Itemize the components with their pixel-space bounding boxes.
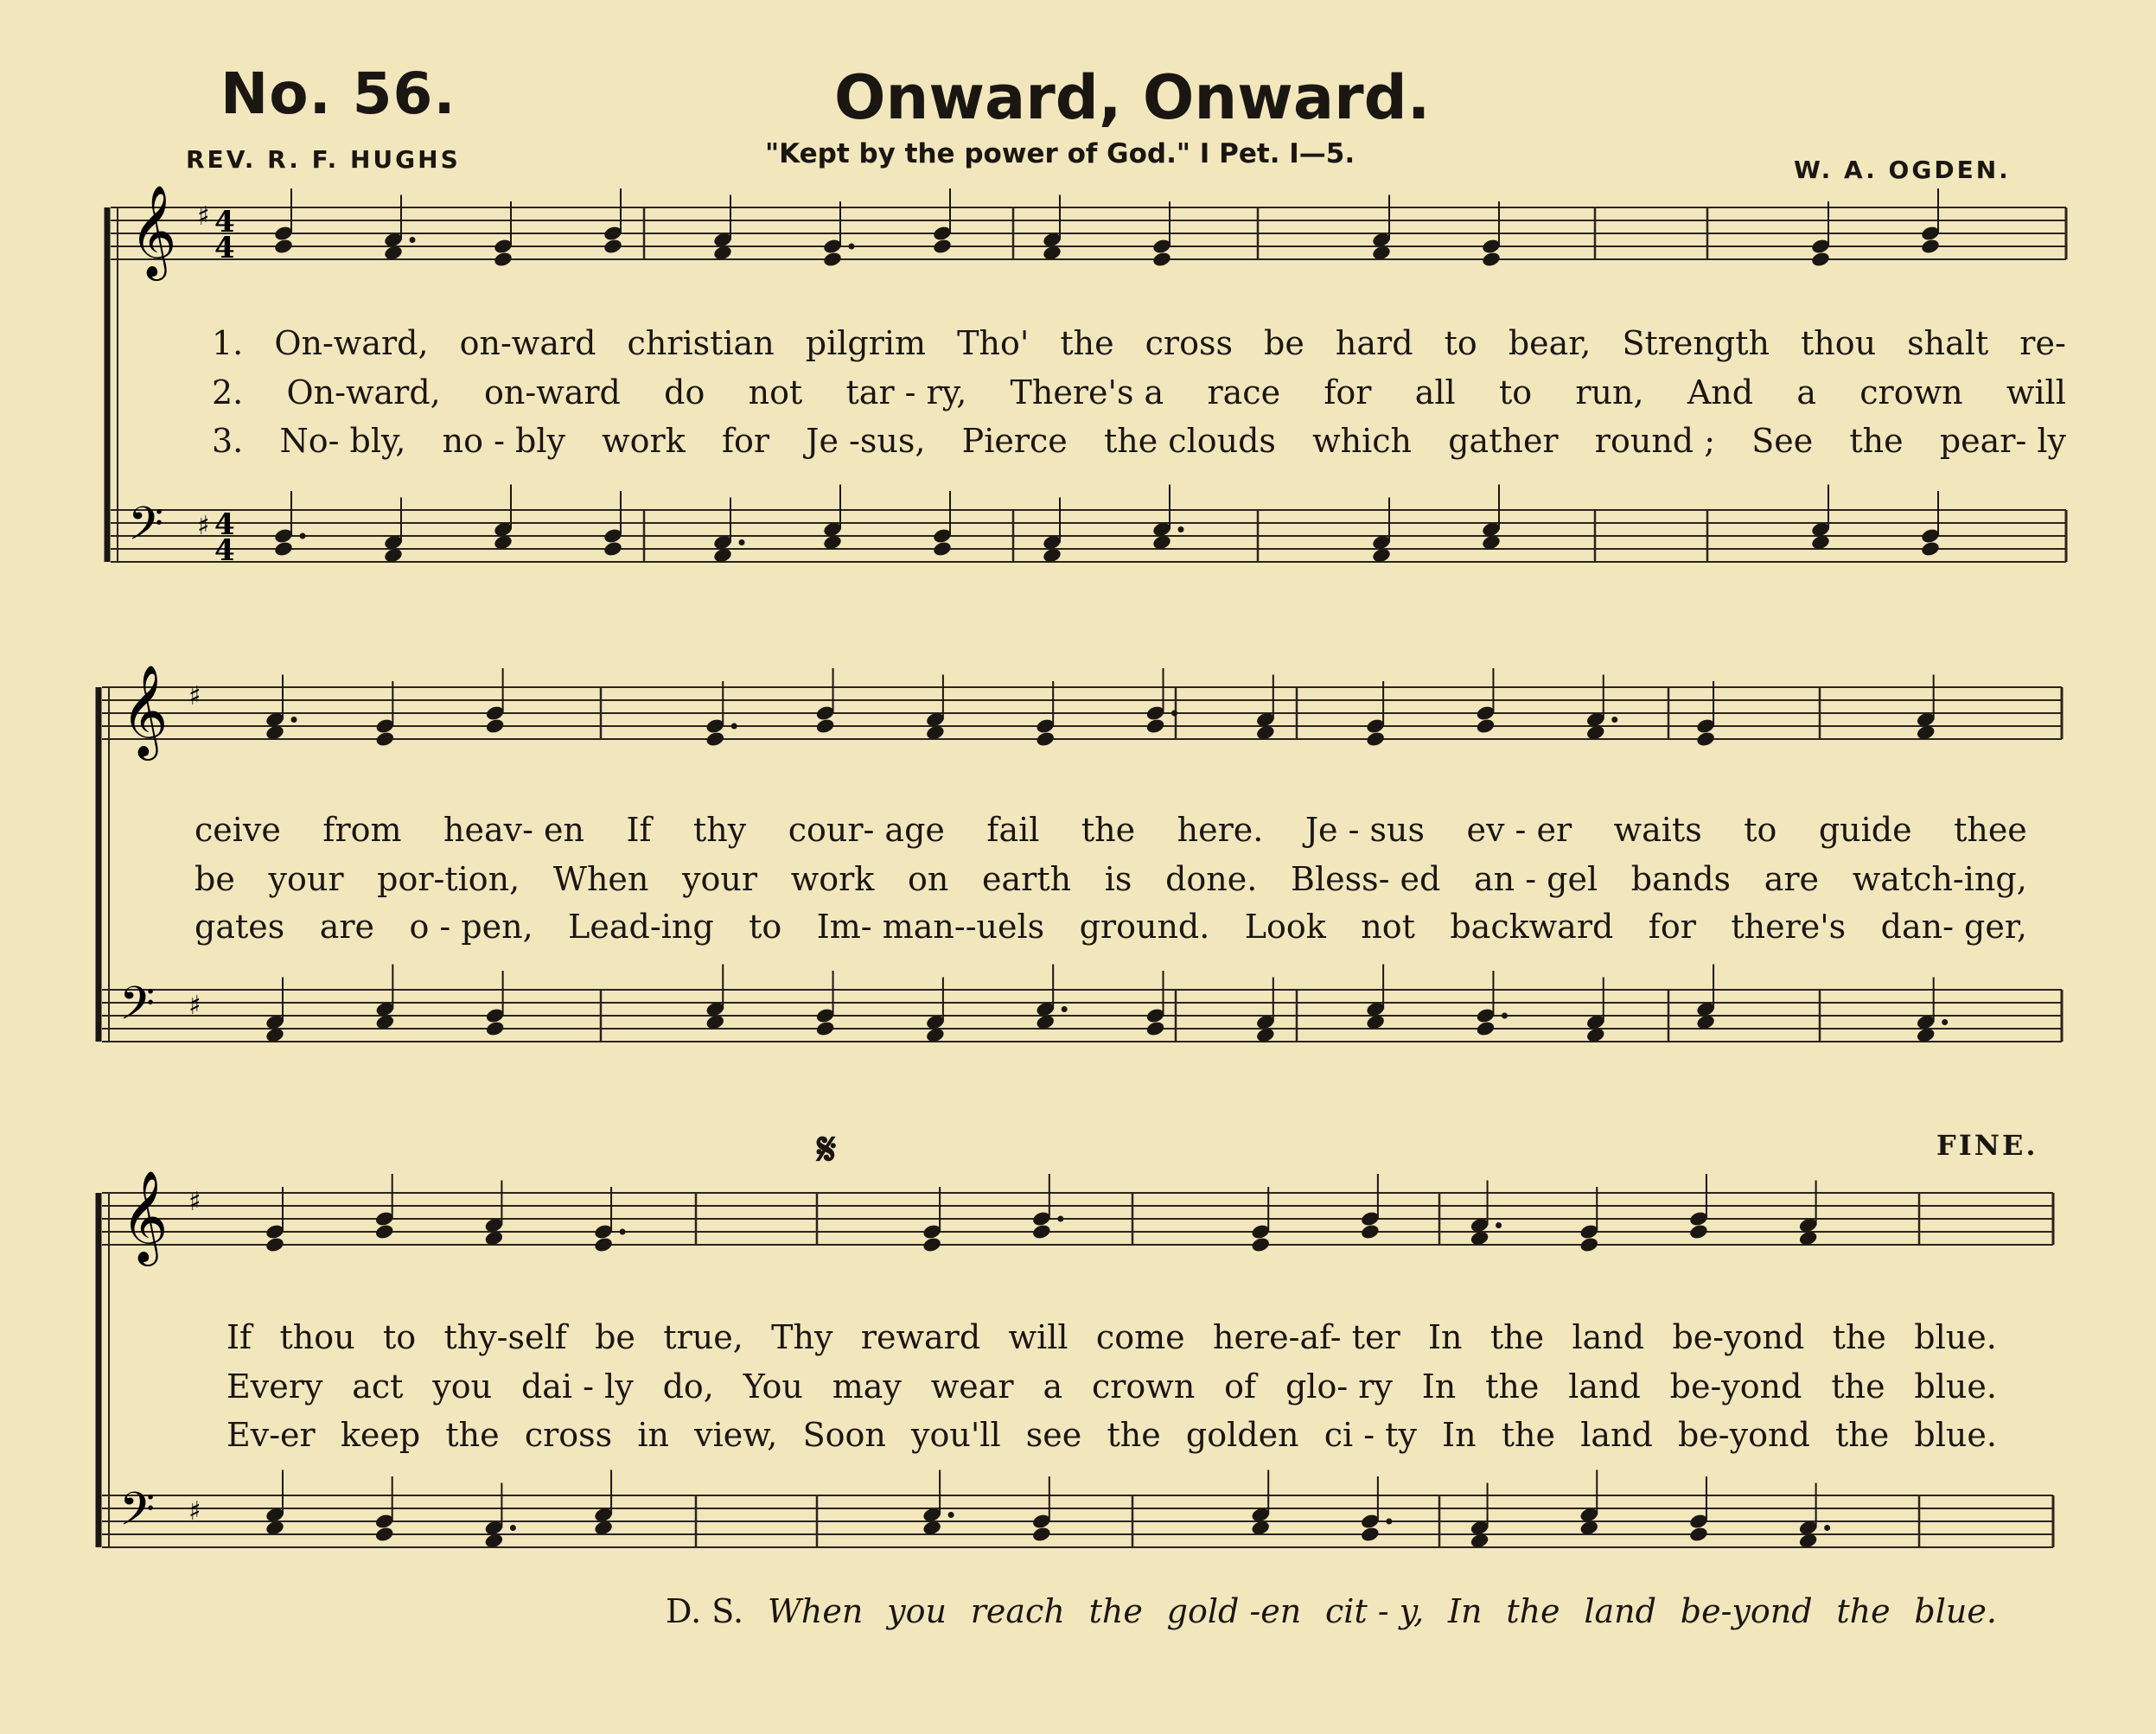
ds-word: When	[767, 1592, 864, 1630]
lyric-word: earth	[982, 860, 1072, 898]
lyric-word: your	[268, 860, 344, 898]
lyric-word: Every	[226, 1367, 323, 1406]
dot	[1386, 1519, 1392, 1525]
lyric-word: act	[352, 1367, 404, 1406]
note-head	[815, 717, 836, 735]
lyric-word: Je -sus,	[806, 422, 926, 460]
lyric-word: for	[1324, 373, 1372, 411]
note-head	[822, 251, 843, 268]
lyric-line	[226, 1367, 1997, 1406]
lyric-word: thy	[693, 811, 747, 849]
lyric-word: to	[1444, 324, 1477, 362]
lyric-word: re-	[2019, 324, 2066, 362]
lyric-word: run,	[1575, 373, 1644, 411]
lyric-word: thou	[279, 1318, 355, 1356]
sharp-icon: ♯	[188, 991, 201, 1021]
lyric-word: thy-self	[443, 1318, 567, 1356]
lyric-word: do	[664, 373, 705, 411]
lyric-word: view,	[694, 1416, 778, 1454]
lyric-word: thee	[1954, 811, 2027, 849]
lyric-word: land	[1572, 1318, 1645, 1356]
note-head	[1250, 1236, 1271, 1253]
lyric-word: here.	[1177, 811, 1264, 849]
lyric-word: Pierce	[961, 422, 1068, 460]
note-head	[273, 238, 294, 255]
lyric-word: land	[1580, 1416, 1653, 1454]
lyric-word: If	[626, 811, 652, 849]
lyric-word: you	[432, 1367, 493, 1406]
lyric-word: a	[1796, 373, 1816, 411]
dot	[1178, 526, 1184, 532]
sharp-icon: ♯	[188, 681, 201, 711]
note-head	[485, 1020, 506, 1037]
lyric-word: will	[1008, 1318, 1068, 1356]
dot	[1057, 1216, 1063, 1222]
ds-word: you	[887, 1592, 947, 1630]
note-head	[1145, 1020, 1166, 1037]
lyric-line	[212, 373, 2066, 411]
note-head	[485, 717, 506, 735]
treble-clef-icon: 𝄞	[121, 664, 169, 756]
lyric-word: which	[1312, 422, 1413, 460]
dot	[1502, 1013, 1508, 1019]
lyric-word: thou	[1801, 324, 1877, 362]
lyric-word: In	[1421, 1367, 1457, 1406]
lyric-word: Im- man--uels	[816, 908, 1045, 946]
lyric-word: blue.	[1914, 1318, 1997, 1356]
note-head	[273, 540, 294, 558]
lyric-word: not	[1361, 908, 1415, 946]
lyric-word: hard	[1335, 324, 1413, 362]
lyric-word: of	[1224, 1367, 1257, 1406]
lyric-word: for	[721, 422, 770, 460]
lyric-word: crown	[1859, 373, 1963, 411]
lyric-word: you'll	[911, 1416, 1001, 1454]
lyric-word: be-yond	[1672, 1318, 1805, 1356]
note-head	[265, 1236, 285, 1253]
lyric-word: 3.	[212, 422, 244, 460]
dot	[300, 533, 306, 539]
time-signature: 4	[214, 205, 235, 239]
lyric-word: dan- ger,	[1880, 908, 2027, 946]
lyric-word: the	[1081, 811, 1136, 849]
fine-marker: FINE.	[1936, 1129, 2038, 1162]
bass-clef-icon: 𝄢	[119, 1483, 156, 1547]
lyric-word: be	[195, 860, 235, 898]
ds-word: be-yond	[1680, 1592, 1813, 1630]
lyric-word: cour- age	[788, 811, 945, 849]
note-head	[705, 730, 725, 748]
dot	[1824, 1525, 1830, 1531]
lyric-word: are	[1764, 860, 1820, 898]
lyric-word: backward	[1450, 908, 1614, 946]
lyric-word: On-ward,	[286, 373, 441, 411]
lyric-word: ceive	[195, 811, 281, 849]
lyric-word: your	[682, 860, 758, 898]
lyric-word: all	[1414, 373, 1456, 411]
lyric-word: the	[1060, 324, 1114, 362]
note-head	[1031, 1526, 1052, 1543]
lyric-word: blue.	[1914, 1367, 1997, 1406]
note-head	[932, 238, 953, 255]
dot	[731, 724, 737, 730]
lyric-word: bands	[1630, 860, 1732, 898]
note-head	[1481, 251, 1502, 268]
ds-word: the	[1836, 1592, 1891, 1630]
lyric-word: pilgrim	[805, 324, 927, 362]
lyric-word: there's	[1731, 908, 1847, 946]
lyric-line	[195, 811, 2027, 849]
lyric-word: the	[1834, 1416, 1890, 1454]
lyric-word: blue.	[1914, 1416, 1997, 1454]
lyric-word: shalt	[1907, 324, 1989, 362]
lyric-word: cross	[524, 1416, 613, 1454]
note-head	[1920, 540, 1941, 558]
ds-word: In	[1448, 1592, 1483, 1630]
note-head	[1688, 1223, 1709, 1240]
lyric-word: glo- ry	[1285, 1367, 1393, 1406]
lyric-line	[195, 860, 2027, 898]
lyric-word: to	[382, 1318, 417, 1356]
lyric-word: Je - sus	[1304, 811, 1426, 849]
note-head	[603, 238, 623, 255]
note-head	[1476, 717, 1496, 735]
lyric-word: On-ward,	[274, 324, 429, 362]
lyric-word: to	[1498, 373, 1533, 411]
dot	[948, 1512, 954, 1518]
lyric-word: an - gel	[1474, 860, 1598, 898]
dot	[1062, 1006, 1068, 1012]
lyric-word: no - bly	[442, 422, 565, 460]
lyric-word: will	[2006, 373, 2066, 411]
lyric-word: to	[749, 908, 782, 946]
lyric-word: See	[1751, 422, 1814, 460]
lyric-word: Bless- ed	[1291, 860, 1441, 898]
lyric-word: land	[1568, 1367, 1641, 1406]
lyric-word: from	[322, 811, 402, 849]
lyric-word: reward	[860, 1318, 981, 1356]
note-head	[593, 1236, 614, 1253]
lyric-word: the	[445, 1416, 500, 1454]
sharp-icon: ♯	[188, 1187, 201, 1217]
lyric-word: on	[908, 860, 949, 898]
segno-icon: 𝄋	[817, 1124, 837, 1176]
lyric-word: o - pen,	[409, 908, 533, 946]
lyric-word: And	[1687, 373, 1754, 411]
sharp-icon: ♯	[197, 201, 210, 232]
lyric-line	[226, 1416, 1997, 1454]
lyric-word: the	[1849, 422, 1904, 460]
lyric-word: 1.	[212, 324, 244, 362]
bass-clef-icon: 𝄢	[128, 498, 164, 562]
ds-word: reach	[970, 1592, 1065, 1630]
sharp-icon: ♯	[197, 511, 210, 541]
lyric-word: race	[1207, 373, 1281, 411]
lyric-word: come	[1095, 1318, 1185, 1356]
lyric-word: not	[748, 373, 803, 411]
note-head	[1810, 251, 1831, 268]
note-head	[1360, 1526, 1381, 1543]
bass-clef-icon: 𝄢	[119, 978, 156, 1042]
lyric-word: dai - ly	[520, 1367, 634, 1406]
lyric-word: true,	[663, 1318, 743, 1356]
lyric-word: keep	[340, 1416, 421, 1454]
note-head	[1688, 1526, 1709, 1543]
lyric-word: Ev-er	[226, 1416, 316, 1454]
lyric-word: You	[743, 1367, 803, 1406]
lyric-word: round ;	[1594, 422, 1715, 460]
lyric-word: Tho'	[957, 324, 1030, 362]
lyric-word: When	[552, 860, 649, 898]
lyric-word: to	[1744, 811, 1777, 849]
ds-word: the	[1088, 1592, 1143, 1630]
lyric-word: the	[1831, 1367, 1885, 1406]
ds-word: cit - y,	[1325, 1592, 1425, 1630]
lyric-line	[195, 908, 2027, 946]
dot	[1942, 1019, 1948, 1025]
lyric-word: heav- en	[443, 811, 584, 849]
dal-segno-line	[666, 1592, 1997, 1630]
lyric-word: No- bly,	[279, 422, 406, 460]
time-signature: 4	[214, 231, 235, 265]
dot	[620, 1229, 626, 1235]
treble-clef-icon: 𝄞	[130, 184, 177, 277]
note-head	[374, 1526, 395, 1543]
lyric-word: crown	[1091, 1367, 1196, 1406]
dot	[510, 1525, 516, 1531]
lyric-word: do,	[662, 1367, 714, 1406]
lyric-word: gates	[195, 908, 285, 946]
lyric-word: In	[1428, 1318, 1463, 1356]
lyric-word: done.	[1165, 860, 1258, 898]
lyric-word: cross	[1145, 324, 1233, 362]
lyric-word: be	[595, 1318, 635, 1356]
lyric-word: the	[1501, 1416, 1555, 1454]
note-head	[932, 540, 953, 558]
lyric-word: Thy	[771, 1318, 833, 1356]
note-head	[1035, 730, 1056, 748]
dot	[291, 717, 297, 723]
dot	[1496, 1222, 1502, 1228]
lyric-word: the	[1107, 1416, 1161, 1454]
dot	[1611, 717, 1617, 723]
lyric-word: are	[319, 908, 375, 946]
lyric-line	[226, 1318, 1997, 1356]
lyric-word: Lead-ing	[568, 908, 714, 946]
hymn-title: Onward, Onward.	[834, 62, 1431, 133]
lyric-word: christian	[627, 324, 775, 362]
note-head	[375, 730, 396, 748]
note-head	[1151, 251, 1172, 268]
lyric-word: golden	[1185, 1416, 1299, 1454]
sharp-icon: ♯	[188, 1496, 201, 1527]
dot	[849, 244, 855, 250]
lyric-word: waits	[1613, 811, 1702, 849]
lyric-word: is	[1104, 860, 1132, 898]
note-head	[374, 1223, 395, 1240]
ds-word: land	[1584, 1592, 1656, 1630]
lyric-word: a	[1043, 1367, 1063, 1406]
lyric-word: wear	[930, 1367, 1014, 1406]
note-head	[1695, 730, 1716, 748]
lyric-word: the clouds	[1103, 422, 1276, 460]
note-head	[493, 251, 513, 268]
scripture-reference: "Kept by the power of God." I Pet. I—5.	[765, 138, 1355, 169]
lyric-word: tar - ry,	[845, 373, 967, 411]
lyric-word: on-ward	[459, 324, 596, 362]
note-head	[603, 540, 623, 558]
lyric-word: guide	[1818, 811, 1912, 849]
note-head	[922, 1236, 942, 1253]
lyric-word: If	[226, 1318, 252, 1356]
lyric-word: fail	[986, 811, 1040, 849]
note-head	[1145, 717, 1166, 735]
note-head	[815, 1020, 836, 1037]
lyric-word: There's a	[1010, 373, 1164, 411]
dot	[410, 237, 416, 243]
note-head	[1920, 238, 1941, 255]
composer-credit: W. A. OGDEN.	[1794, 156, 2011, 184]
note-head	[1365, 730, 1386, 748]
lyric-word: In	[1442, 1416, 1477, 1454]
note-head	[1579, 1236, 1599, 1253]
lyric-word: the	[1485, 1367, 1540, 1406]
lyric-word: on-ward	[484, 373, 621, 411]
lyric-word: Look	[1244, 908, 1326, 946]
lyric-line	[212, 422, 2066, 460]
lyric-word: ev - er	[1466, 811, 1572, 849]
author-credit: REV. R. F. HUGHS	[186, 145, 461, 174]
hymn-number: No. 56.	[220, 61, 456, 127]
lyric-word: watch-ing,	[1852, 860, 2027, 898]
lyric-word: the	[1832, 1318, 1886, 1356]
lyric-word: be-yond	[1669, 1367, 1802, 1406]
dot	[1171, 711, 1177, 717]
lyric-line	[212, 324, 2066, 362]
note-head	[1031, 1223, 1052, 1240]
lyric-word: work	[602, 422, 686, 460]
lyric-word: see	[1025, 1416, 1082, 1454]
lyric-word: here-af- ter	[1212, 1318, 1400, 1356]
lyric-word: ground.	[1079, 908, 1210, 946]
lyric-word: bear,	[1508, 324, 1591, 362]
lyric-word: gather	[1448, 422, 1559, 460]
ds-label: D. S.	[666, 1592, 744, 1630]
lyric-word: por-tion,	[377, 860, 520, 898]
time-signature: 4	[214, 507, 235, 542]
time-signature: 4	[214, 533, 235, 568]
lyric-word: the	[1489, 1318, 1545, 1356]
lyric-word: 2.	[212, 373, 244, 411]
lyric-word: work	[790, 860, 875, 898]
lyric-word: Soon	[802, 1416, 886, 1454]
ds-word: the	[1506, 1592, 1560, 1630]
lyric-word: in	[637, 1416, 669, 1454]
note-head	[1360, 1223, 1381, 1240]
note-head	[1476, 1020, 1496, 1037]
lyric-word: pear- ly	[1939, 422, 2066, 460]
dot	[739, 539, 745, 545]
lyric-word: for	[1648, 908, 1696, 946]
ds-word: blue.	[1914, 1592, 1997, 1630]
treble-clef-icon: 𝄞	[121, 1170, 169, 1262]
lyric-word: be	[1264, 324, 1304, 362]
ds-word: gold -en	[1166, 1592, 1302, 1630]
lyric-word: may	[832, 1367, 902, 1406]
lyric-word: Strength	[1622, 324, 1770, 362]
lyric-word: be-yond	[1677, 1416, 1810, 1454]
lyric-word: ci - ty	[1324, 1416, 1417, 1454]
